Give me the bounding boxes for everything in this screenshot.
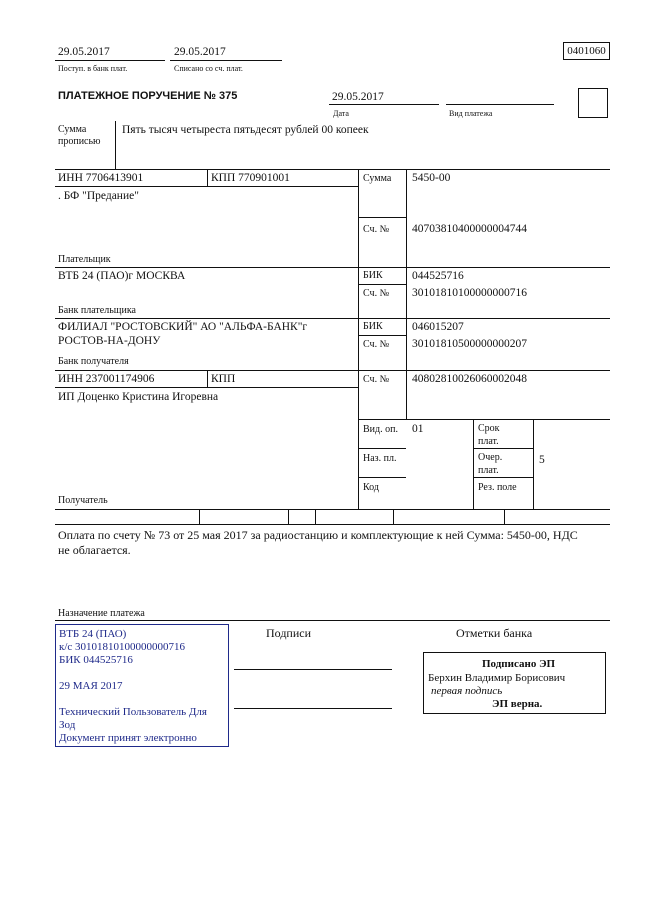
grid-v-tax-4 bbox=[393, 509, 394, 524]
grid-v-tax-5 bbox=[504, 509, 505, 524]
payer-kpp: КПП 770901001 bbox=[211, 172, 290, 184]
grid-line-inn bbox=[55, 186, 358, 187]
payment-type-label: Вид платежа bbox=[449, 109, 493, 118]
grid-line-payee-bank-bottom bbox=[55, 370, 610, 371]
queue-value: 5 bbox=[539, 454, 545, 466]
term-label-1: Срок bbox=[478, 423, 500, 434]
received-label: Поступ. в банк плат. bbox=[58, 64, 128, 73]
ep-stamp bbox=[423, 652, 606, 714]
grid-v-codes-right bbox=[533, 419, 534, 509]
payee-bank-bik: 046015207 bbox=[412, 321, 464, 333]
document-date: 29.05.2017 bbox=[332, 91, 384, 103]
payer-account-label: Сч. № bbox=[363, 224, 390, 235]
grid-line-codes-top bbox=[358, 419, 610, 420]
payer-bank-label: Банк плательщика bbox=[58, 305, 136, 316]
code-label: Код bbox=[363, 482, 379, 493]
document-date-label: Дата bbox=[333, 109, 349, 118]
payer-bank-bik: 044525716 bbox=[412, 270, 464, 282]
reserve-label: Рез. поле bbox=[478, 482, 517, 493]
payment-status-box bbox=[578, 88, 608, 118]
payee-bank-name-1: ФИЛИАЛ "РОСТОВСКИЙ" АО "АЛЬФА-БАНК"г bbox=[58, 321, 308, 333]
grid-line-payer-bank-bottom bbox=[55, 318, 610, 319]
grid-line-payer-bottom bbox=[55, 267, 610, 268]
payee-bank-account-label: Сч. № bbox=[363, 339, 390, 350]
grid-line-payee-bottom bbox=[55, 509, 610, 510]
ep-status: ЭП верна. bbox=[492, 698, 543, 710]
grid-v-tax-1 bbox=[199, 509, 200, 524]
purpose-code-label: Наз. пл. bbox=[363, 453, 397, 464]
payer-bank-bik-label: БИК bbox=[363, 270, 383, 281]
payer-account: 40703810400000004744 bbox=[412, 223, 527, 235]
payer-name: . БФ "Предание" bbox=[58, 190, 139, 202]
grid-v-kpp bbox=[207, 169, 208, 186]
bank-stamp-line6: Зод bbox=[59, 719, 76, 731]
grid-line-top bbox=[55, 169, 610, 170]
grid-line-codes-1 bbox=[358, 448, 406, 449]
ep-signer: Берхин Владимир Борисович bbox=[428, 672, 566, 684]
debited-label: Списано со сч. плат. bbox=[174, 64, 243, 73]
payee-kpp: КПП bbox=[211, 373, 236, 385]
purpose-text-1: Оплата по счету № 73 от 25 мая 2017 за радиостанцию и комплектующие к ней Сумма: 5450-00, НДС bbox=[58, 528, 578, 542]
amount-words-divider bbox=[115, 121, 116, 169]
payee-account: 40802810026060002048 bbox=[412, 373, 527, 385]
bank-marks-label: Отметки банка bbox=[456, 626, 533, 640]
payee-account-label: Сч. № bbox=[363, 374, 390, 385]
debited-date: 29.05.2017 bbox=[174, 46, 226, 58]
document-title: ПЛАТЕЖНОЕ ПОРУЧЕНИЕ № 375 bbox=[58, 90, 238, 102]
payee-bank-name-2: РОСТОВ-НА-ДОНУ bbox=[58, 335, 161, 347]
bank-stamp-line3: БИК 044525716 bbox=[59, 654, 133, 666]
grid-line-payee-inn bbox=[55, 387, 358, 388]
payer-bank-account: 30101810100000000716 bbox=[412, 287, 527, 299]
payee-bank-account: 30101810500000000207 bbox=[412, 338, 527, 350]
grid-line-codes-2 bbox=[358, 477, 406, 478]
signature-line-1 bbox=[234, 669, 392, 670]
payer-inn: ИНН 7706413901 bbox=[58, 172, 144, 184]
bank-stamp-line5: Технический Пользователь Для bbox=[59, 706, 207, 718]
ep-role: первая подпись bbox=[431, 685, 503, 697]
grid-line-purpose-bottom bbox=[55, 620, 610, 621]
signature-line-2 bbox=[234, 708, 392, 709]
grid-v-labels bbox=[406, 169, 407, 419]
sum-value: 5450-00 bbox=[412, 172, 451, 184]
sum-label: Сумма bbox=[363, 173, 392, 184]
grid-line-bik1 bbox=[358, 284, 406, 285]
payee-inn: ИНН 237001174906 bbox=[58, 373, 155, 385]
op-type-label: Вид. оп. bbox=[363, 424, 398, 435]
amount-words-label-1: Сумма bbox=[58, 124, 87, 135]
debited-date-line bbox=[170, 60, 282, 61]
bank-stamp-line1: ВТБ 24 (ПАО) bbox=[59, 628, 127, 640]
grid-line-codes-2b bbox=[473, 477, 533, 478]
grid-v-tax-2 bbox=[288, 509, 289, 524]
grid-v-payee-kpp bbox=[207, 370, 208, 387]
payee-name: ИП Доценко Кристина Игоревна bbox=[58, 391, 219, 403]
queue-label-2: плат. bbox=[478, 465, 499, 476]
received-date: 29.05.2017 bbox=[58, 46, 110, 58]
payee-label: Получатель bbox=[58, 495, 108, 506]
signatures-label: Подписи bbox=[266, 626, 312, 640]
payee-bank-bik-label: БИК bbox=[363, 321, 383, 332]
grid-line-sum-account bbox=[358, 217, 406, 218]
op-type-value: 01 bbox=[412, 423, 424, 435]
term-label-2: плат. bbox=[478, 436, 499, 447]
payee-bank-label: Банк получателя bbox=[58, 356, 129, 367]
grid-v-tax-3 bbox=[315, 509, 316, 524]
bank-stamp-line7: Документ принят электронно bbox=[59, 732, 197, 744]
queue-label-1: Очер. bbox=[478, 452, 503, 463]
grid-line-bik2 bbox=[358, 335, 406, 336]
form-code: 0401060 bbox=[563, 42, 610, 60]
bank-stamp-date: 29 МАЯ 2017 bbox=[59, 680, 123, 692]
grid-line-codes-1b bbox=[473, 448, 533, 449]
ep-title: Подписано ЭП bbox=[482, 658, 556, 670]
payer-label: Плательщик bbox=[58, 254, 111, 265]
bank-stamp-line2: к/с 30101810100000000716 bbox=[59, 641, 186, 653]
grid-line-tax-row bbox=[55, 524, 610, 525]
payer-bank-account-label: Сч. № bbox=[363, 288, 390, 299]
purpose-label: Назначение платежа bbox=[58, 608, 145, 619]
document-date-line bbox=[329, 104, 439, 105]
amount-words-label-2: прописью bbox=[58, 136, 101, 147]
payer-bank-name: ВТБ 24 (ПАО)г МОСКВА bbox=[58, 270, 186, 282]
grid-v-main bbox=[358, 169, 359, 509]
bank-stamp bbox=[55, 624, 229, 747]
purpose-text-2: не облагается. bbox=[58, 543, 131, 557]
payment-type-line bbox=[446, 104, 554, 105]
grid-v-codes-mid bbox=[473, 419, 474, 509]
amount-words-value: Пять тысяч четыреста пятьдесят рублей 00 копеек bbox=[122, 124, 369, 136]
received-date-line bbox=[55, 60, 165, 61]
